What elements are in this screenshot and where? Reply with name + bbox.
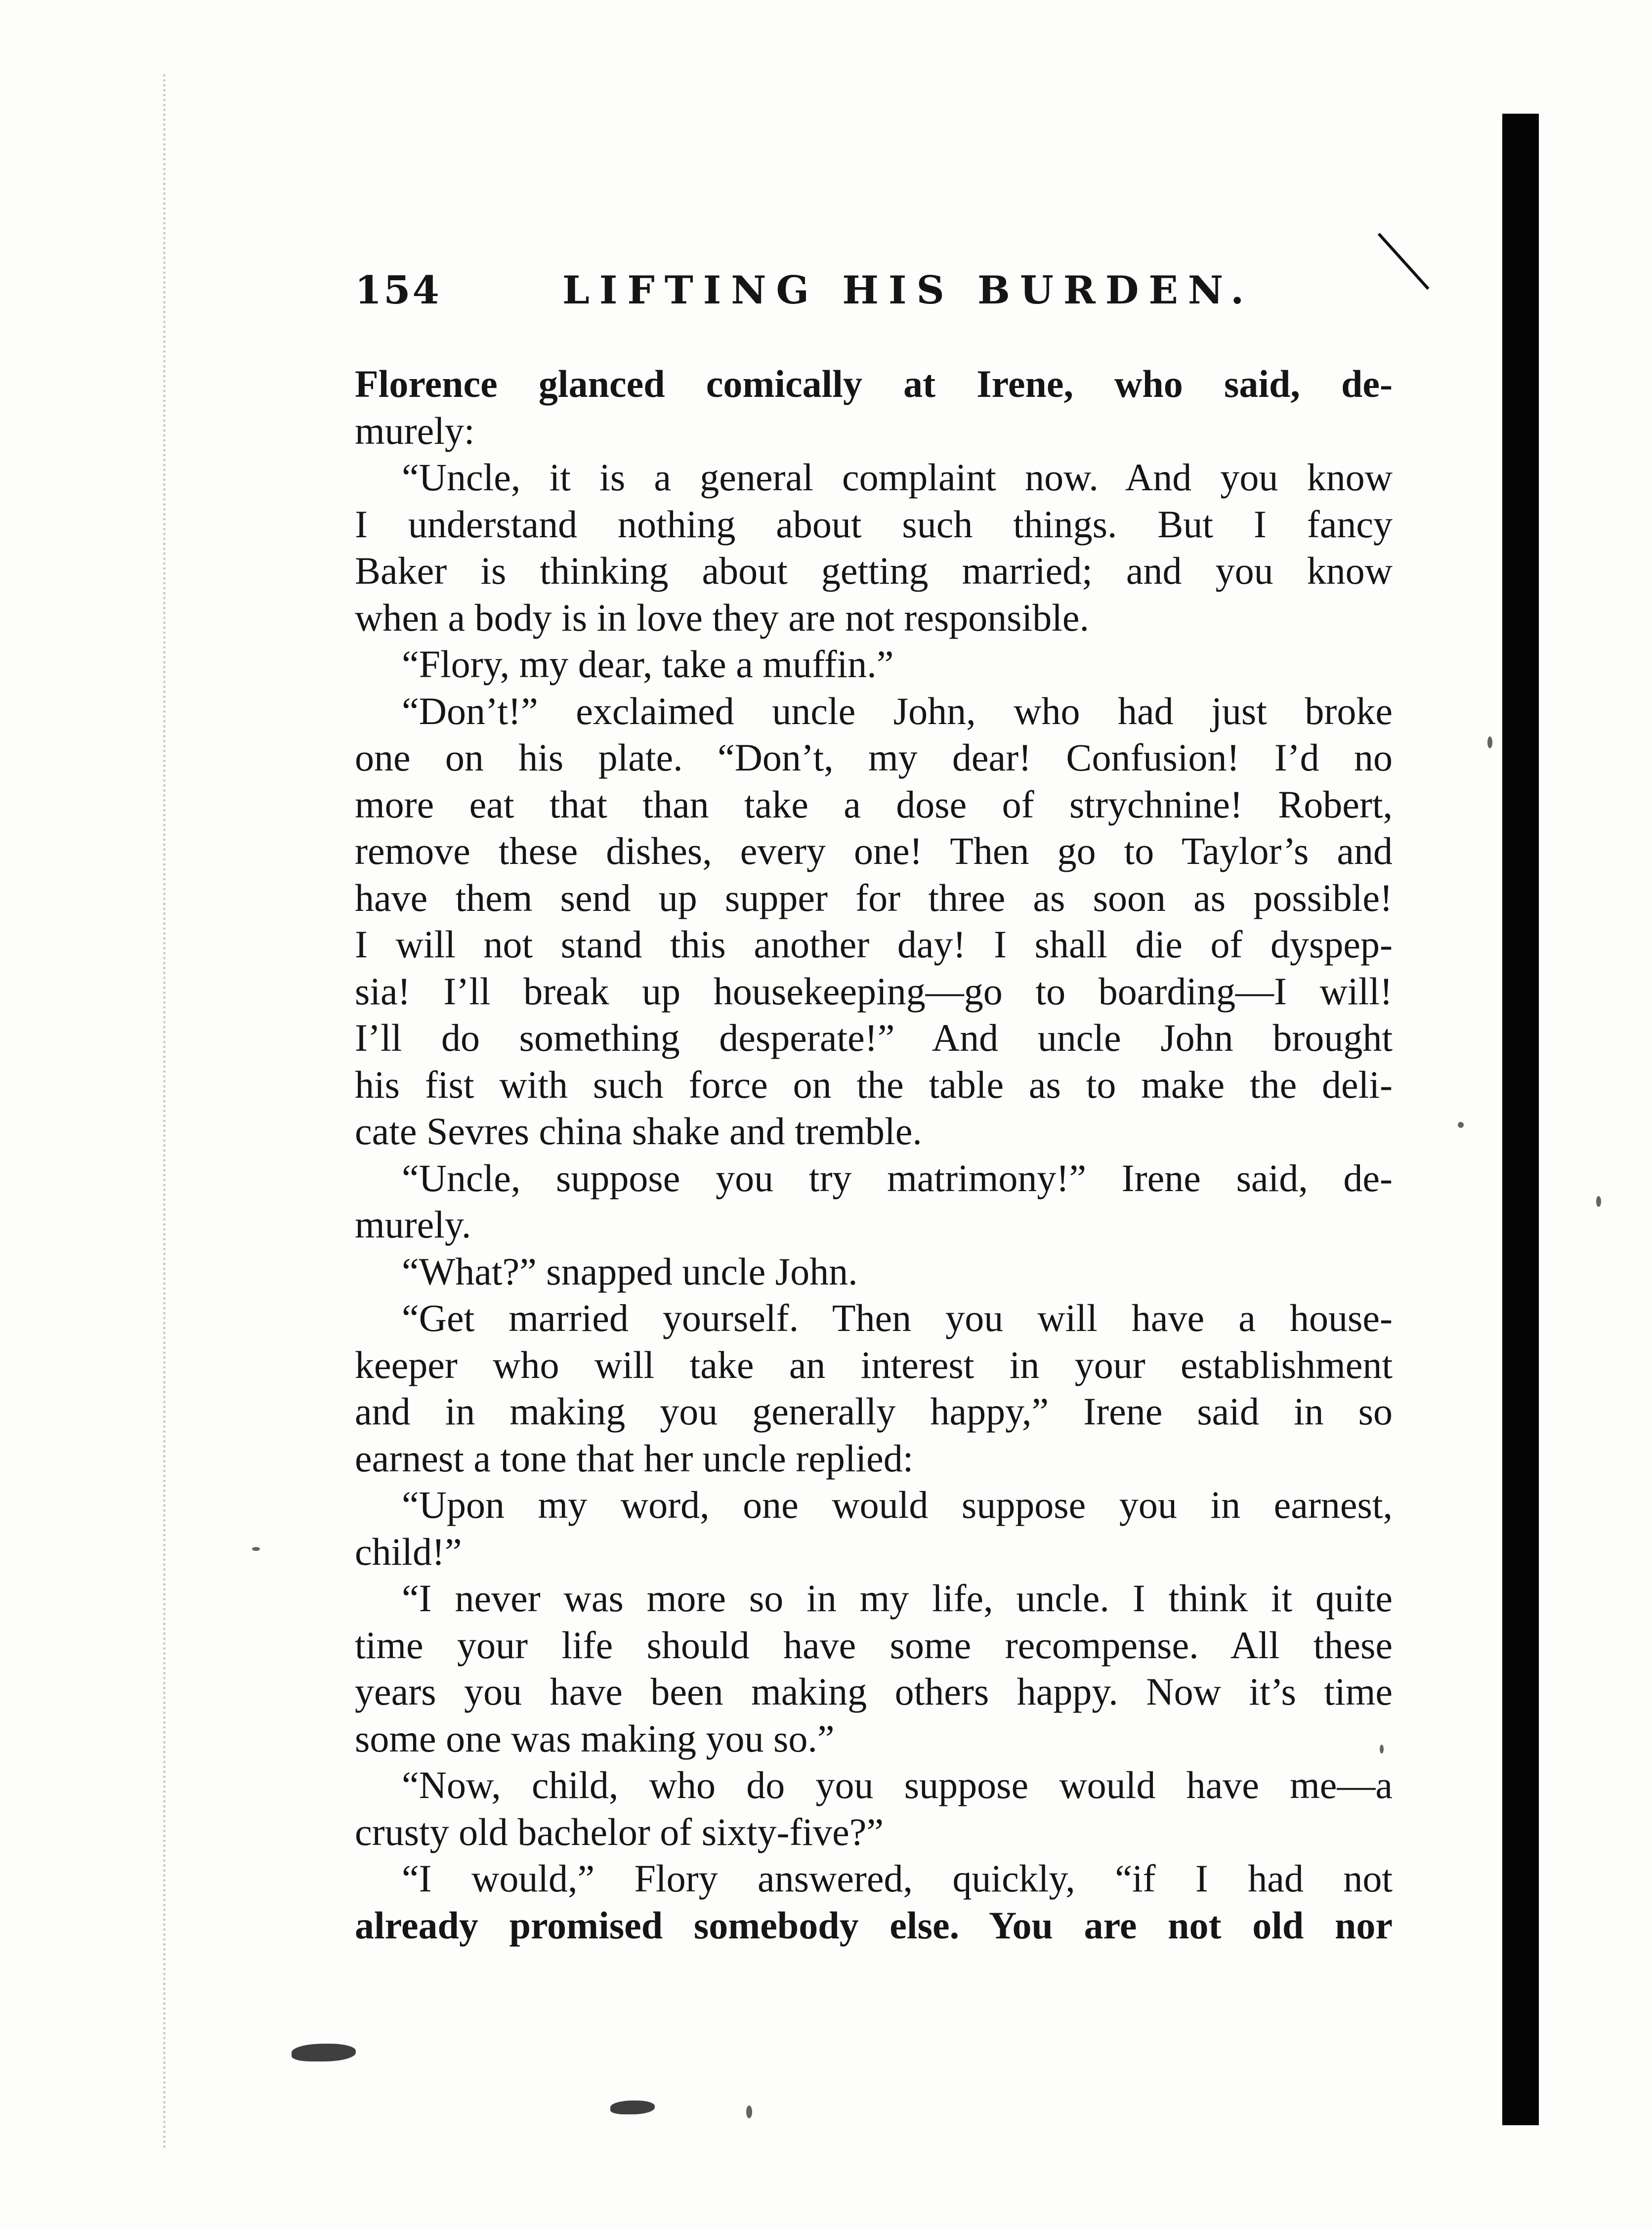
text-line: one on his plate. “Don’t, my dear! Confusion! I’d no	[355, 736, 1393, 779]
text-line: keeper who will take an interest in your establishment	[355, 1343, 1393, 1386]
running-head: LIFTING HIS BURDEN.	[562, 268, 1254, 313]
text-line: “Upon my word, one would suppose you in earnest,	[402, 1483, 1393, 1526]
text-line: remove these dishes, every one! Then go to Taylor’s and	[355, 829, 1393, 872]
body-text	[355, 361, 1393, 1952]
text-line: “Don’t!” exclaimed uncle John, who had just broke	[402, 689, 1393, 732]
scan-smudge	[292, 2044, 356, 2061]
text-line: crusty old bachelor of sixty-five?”	[355, 1810, 884, 1853]
text-line: sia! I’ll break up housekeeping—go to boarding—I will!	[355, 969, 1393, 1013]
text-line: “I never was more so in my life, uncle. I think it quite	[402, 1577, 1393, 1620]
scan-speck	[1380, 1745, 1384, 1754]
scan-speck	[1458, 1122, 1464, 1128]
text-line: I’ll do something desperate!” And uncle John brought	[355, 1016, 1393, 1059]
text-line: I will not stand this another day! I shall die of dyspep-	[355, 923, 1393, 966]
text-line: have them send up supper for three as soon as possible!	[355, 876, 1393, 919]
text-line: “Uncle, suppose you try matrimony!” Irene said, de-	[402, 1156, 1393, 1200]
text-line: already promised somebody else. You are not old nor	[355, 1903, 1393, 1947]
scan-smudge	[610, 2101, 655, 2114]
text-line: time your life should have some recompense. All these	[355, 1623, 1393, 1667]
text-line: some one was making you so.”	[355, 1716, 835, 1760]
text-line: I understand nothing about such things. But I fancy	[355, 502, 1393, 546]
text-line: “Now, child, who do you suppose would have me—a	[402, 1763, 1393, 1806]
text-line: and in making you generally happy,” Irene said in so	[355, 1390, 1393, 1433]
text-line: “Get married yourself. Then you will have a house-	[402, 1296, 1393, 1339]
scan-speck	[746, 2105, 752, 2118]
text-line: “Uncle, it is a general complaint now. And you know	[402, 456, 1393, 499]
text-line: Baker is thinking about getting married; and you know	[355, 549, 1393, 592]
text-line: “I would,” Flory answered, quickly, “if I had not	[402, 1857, 1393, 1900]
page-header	[355, 268, 1407, 327]
text-line: earnest a tone that her uncle replied:	[355, 1436, 914, 1480]
text-line: years you have been making others happy. Now it’s time	[355, 1670, 1393, 1713]
page-number: 154	[355, 268, 441, 313]
text-line: murely.	[355, 1203, 471, 1246]
left-binding-shadow	[163, 74, 170, 2150]
text-line: “Flory, my dear, take a muffin.”	[402, 643, 894, 686]
text-line: his fist with such force on the table as to make the deli-	[355, 1063, 1393, 1106]
text-line: more eat that than take a dose of strychnine! Robert,	[355, 782, 1393, 826]
text-line: Florence glanced comically at Irene, who said, de-	[355, 362, 1393, 405]
text-line: cate Sevres china shake and tremble.	[355, 1110, 922, 1153]
text-line: “What?” snapped uncle John.	[402, 1249, 858, 1293]
scan-speck	[1596, 1196, 1601, 1207]
scan-speck	[252, 1547, 260, 1551]
text-line: child!”	[355, 1530, 462, 1573]
text-line: murely:	[355, 409, 475, 452]
scan-speck	[1487, 736, 1492, 748]
right-binding-edge	[1502, 114, 1539, 2125]
text-line: when a body is in love they are not responsible.	[355, 596, 1089, 639]
